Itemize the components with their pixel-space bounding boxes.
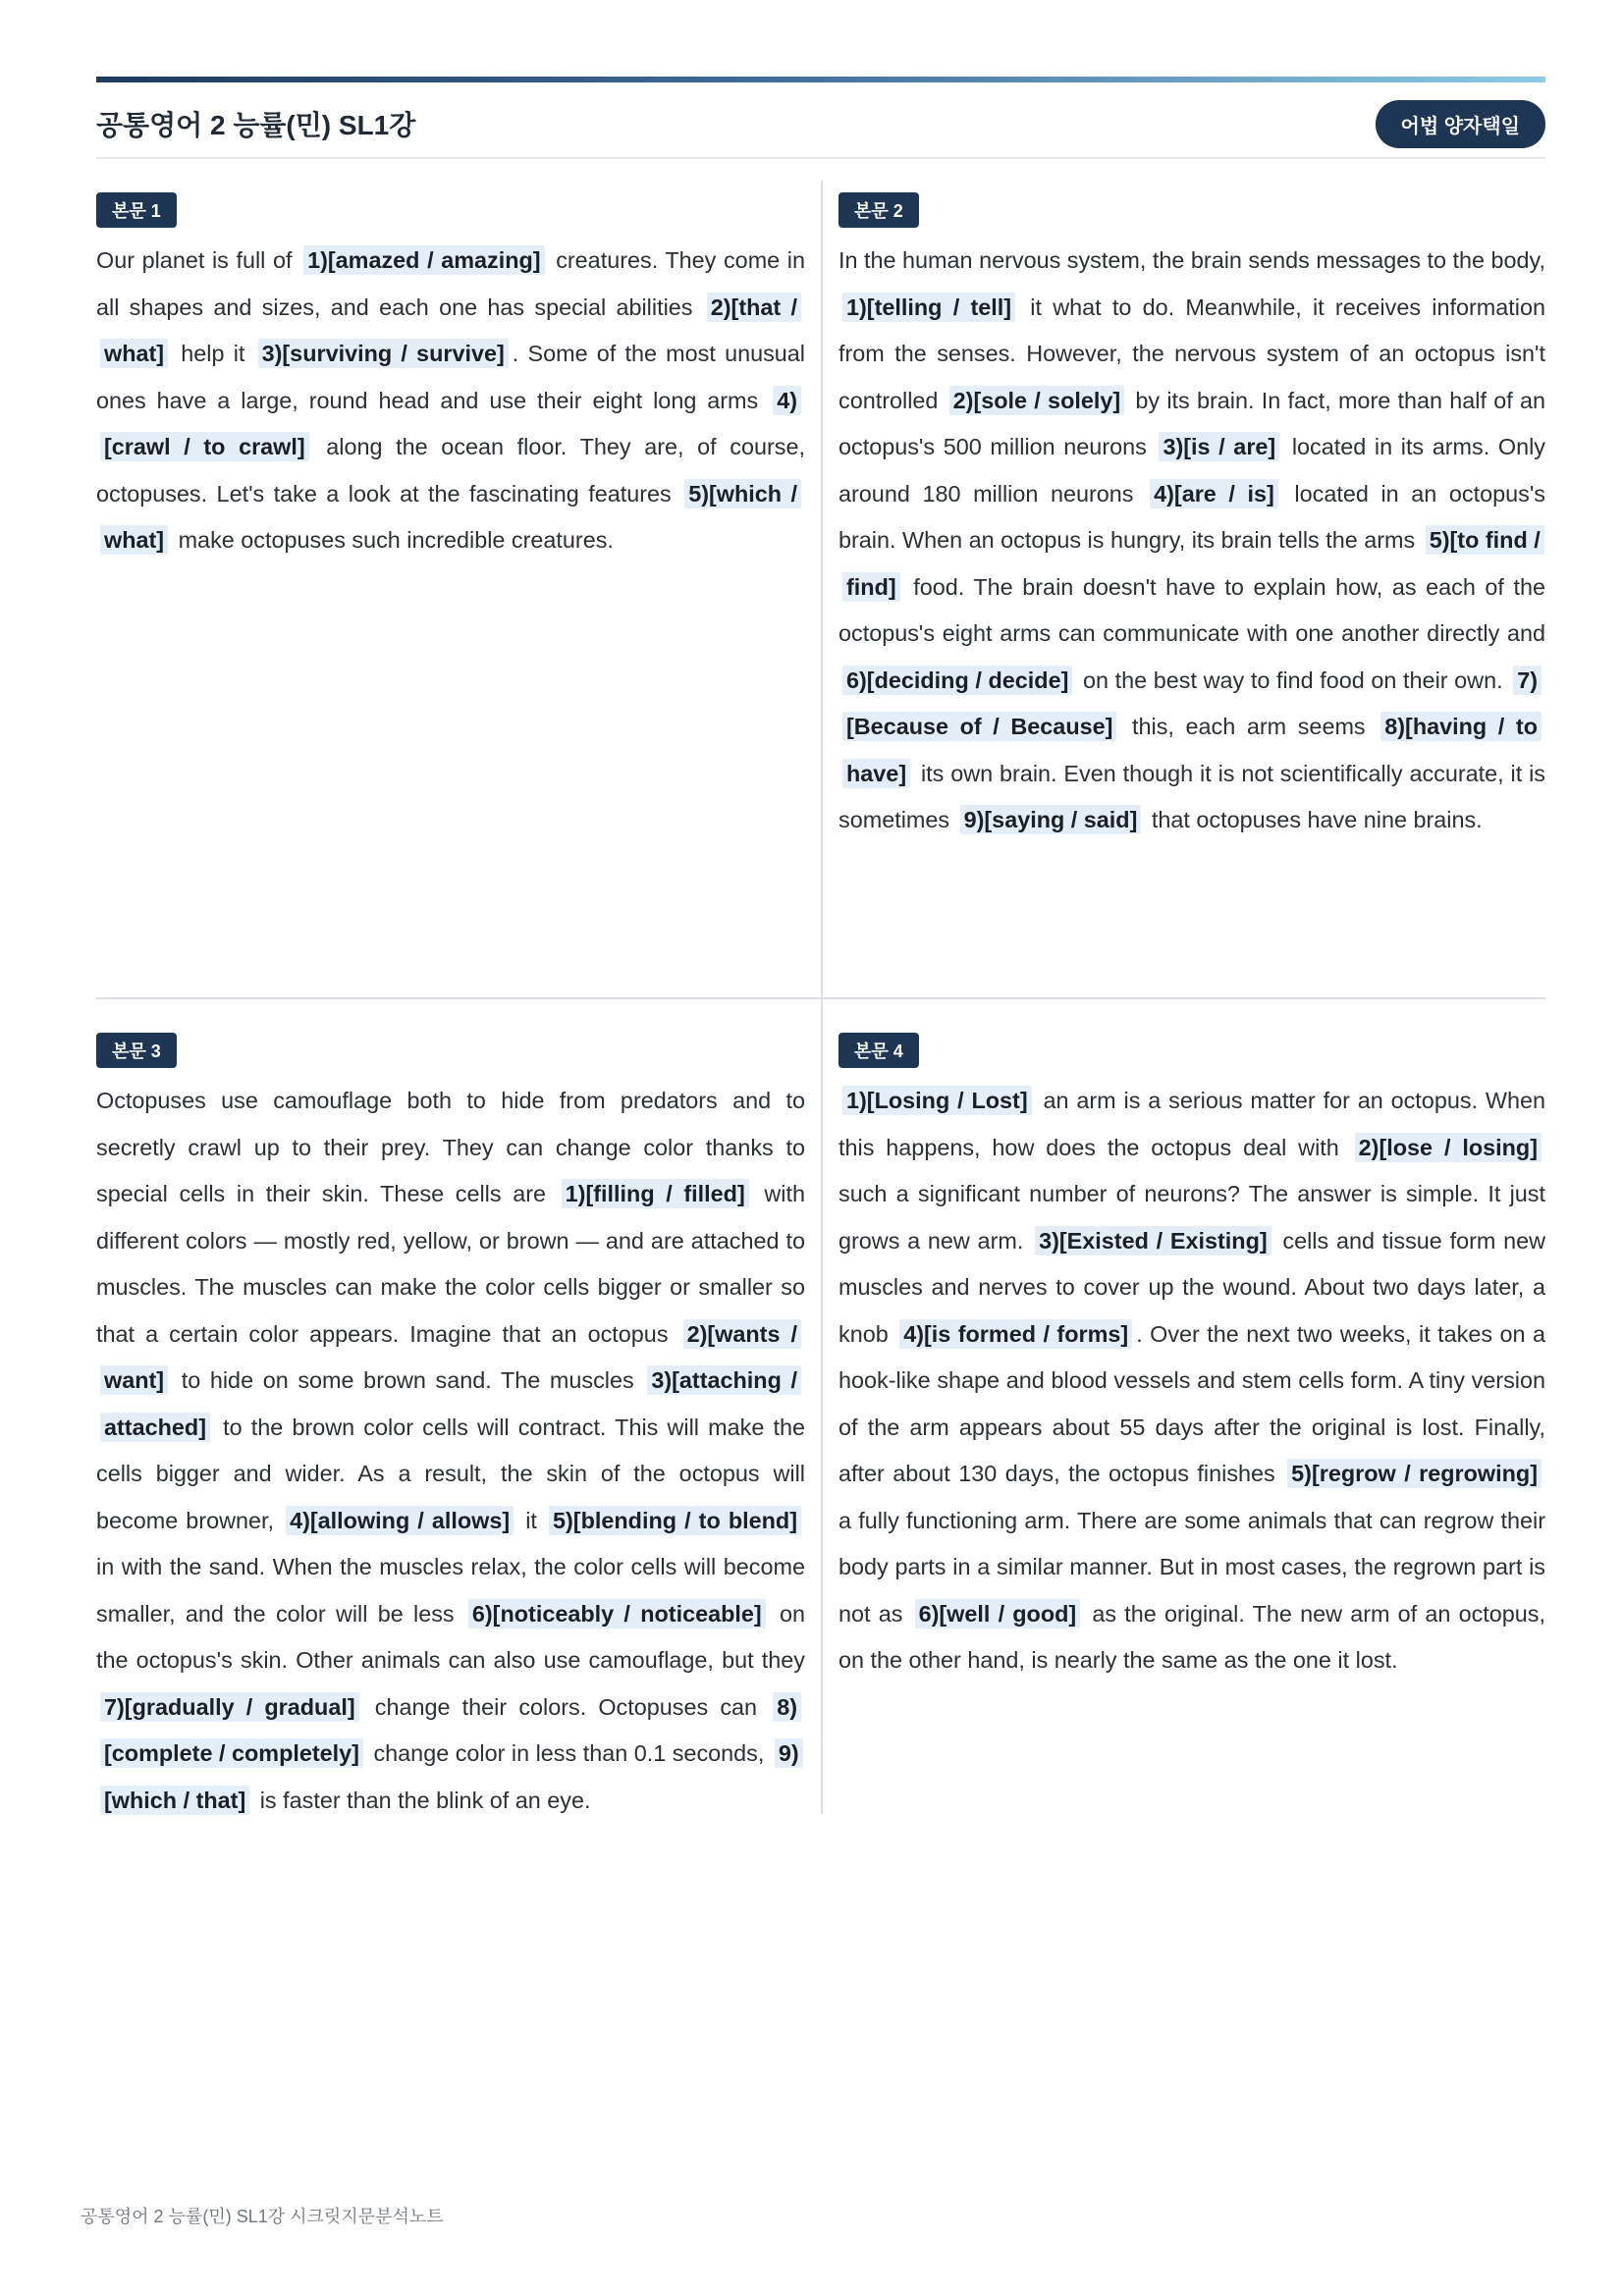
answer-choice: 7)[Because of / Because]	[842, 666, 1542, 742]
answer-choice: 2)[wants / want]	[100, 1319, 801, 1396]
passage-segment: Octopuses use camouflage both to hide from predators and to secretly crawl up to their prey. They can change color thanks to special cells in their skin. These cells are	[96, 1088, 805, 1206]
answer-choice: 1)[Losing / Lost]	[842, 1086, 1032, 1115]
answer-choice: 5)[regrow / regrowing]	[1287, 1459, 1542, 1488]
passage-segment: In the human nervous system, the brain sends messages to the body,	[839, 247, 1545, 273]
answer-choice: 3)[is / are]	[1159, 432, 1279, 461]
passage-2	[839, 192, 1545, 844]
passage-segment: change their colors. Octopuses can	[362, 1693, 770, 1720]
passage-segment: that octopuses have nine brains.	[1145, 807, 1483, 832]
column-divider-top	[821, 181, 823, 997]
passage-segment: to hide on some brown sand. The muscles	[172, 1367, 644, 1393]
passage-segment: Our planet is full of	[96, 247, 300, 273]
passage-segment: change color in less than 0.1 seconds,	[366, 1740, 771, 1766]
passage-badge: 본문 3	[96, 1033, 177, 1068]
answer-choice: 2)[sole / solely]	[949, 386, 1124, 415]
passage-segment: make octopuses such incredible creatures.	[172, 527, 614, 553]
column-divider-bottom	[821, 999, 823, 1814]
passage-segment: it what to do. Meanwhile, it receives information from the senses. However, the nervous system of an octopus isn't controlled	[839, 294, 1545, 413]
answer-choice: 3)[Existed / Existing]	[1035, 1226, 1271, 1255]
passage-segment: . Over the next two weeks, it takes on a hook-like shape and blood vessels and stem cells form. A tiny version of the arm appears about 55 days after the original is lost. Finally, after about 130 days, the octopus finishes	[839, 1320, 1545, 1486]
passage-1	[96, 192, 805, 564]
passage-segment: . Some of the most unusual ones have a large, round head and use their eight long arms	[96, 341, 805, 413]
answer-choice: 6)[well / good]	[915, 1599, 1081, 1629]
passage-badge: 본문 1	[96, 192, 177, 228]
answer-choice: 8)[complete / completely]	[100, 1692, 801, 1769]
worksheet-type-badge: 어법 양자택일	[1376, 100, 1545, 148]
passage-segment: in with the sand. When the muscles relax, the color cells will become smaller, and the color will be less	[96, 1554, 805, 1627]
answer-choice: 3)[attaching / attached]	[100, 1365, 801, 1442]
passage-4	[839, 1033, 1545, 1684]
passage-badge: 본문 2	[839, 192, 919, 228]
answer-choice: 5)[which / what]	[100, 479, 801, 556]
answer-choice: 4)[allowing / allows]	[286, 1506, 514, 1535]
page-header	[96, 94, 1545, 159]
passage-text	[839, 1078, 1545, 1684]
passage-segment: such a significant number of neurons? The answer is simple. It just grows a new arm.	[839, 1181, 1545, 1254]
answer-choice: 6)[noticeably / noticeable]	[468, 1599, 766, 1629]
passage-segment: by its brain. In fact, more than half of an octopus's 500 million neurons	[839, 387, 1545, 459]
passage-segment: cells and tissue form new muscles and nerves to cover up the wound. About two days later, a knob	[839, 1227, 1546, 1347]
answer-choice: 2)[lose / losing]	[1355, 1133, 1542, 1162]
passage-segment: it	[517, 1507, 545, 1533]
answer-choice: 2)[that / what]	[100, 293, 801, 369]
passage-text	[96, 1078, 805, 1824]
answer-choice: 4)[are / is]	[1150, 479, 1278, 508]
passage-segment: located in an octopus's brain. When an octopus is hungry, its brain tells the arms	[839, 480, 1545, 553]
passage-segment: this, each arm seems	[1120, 714, 1378, 739]
page-footer: 공통영어 2 능률(민) SL1강 시크릿지문분석노트	[81, 2207, 444, 2226]
passage-badge: 본문 4	[839, 1033, 919, 1068]
passage-segment: a fully functioning arm. There are some animals that can regrow their body parts in a similar manner. But in most cases, the regrown part is not as	[839, 1507, 1545, 1627]
answer-choice: 4)[crawl / to crawl]	[100, 386, 801, 462]
passage-segment: to the brown color cells will contract. This will make the cells bigger and wider. As a result, the skin of the octopus will become browner,	[96, 1414, 805, 1533]
answer-choice: 9)[which / that]	[100, 1738, 803, 1815]
passage-segment: as the original. The new arm of an octopus, on the other hand, is nearly the same as the one it lost.	[839, 1600, 1545, 1673]
passage-segment: its own brain. Even though it is not scientifically accurate, it is sometimes	[839, 760, 1545, 832]
passage-segment: an arm is a serious matter for an octopus. When this happens, how does the octopus deal with	[839, 1088, 1545, 1160]
passage-text	[96, 238, 805, 564]
answer-choice: 1)[amazed / amazing]	[303, 245, 545, 275]
answer-choice: 8)[having / to have]	[842, 712, 1542, 788]
passage-segment: creatures. They come in all shapes and sizes, and each one has special abilities	[96, 247, 805, 320]
answer-choice: 4)[is formed / forms]	[899, 1319, 1132, 1349]
page-title: 공통영어 2 능률(민) SL1강	[96, 110, 416, 140]
passage-segment: is faster than the blink of an eye.	[253, 1787, 591, 1813]
passage-segment: on the best way to find food on their own.	[1076, 667, 1510, 693]
passage-segment: on the octopus's skin. Other animals can also use camouflage, but they	[96, 1600, 805, 1673]
passage-segment: with different colors — mostly red, yellow, or brown — and are attached to muscles. The muscles can make the color cells bigger or smaller so that a certain color appears. Imagine that an octopus	[96, 1181, 805, 1347]
answer-choice: 6)[deciding / decide]	[842, 666, 1072, 695]
answer-choice: 5)[blending / to blend]	[549, 1506, 801, 1535]
answer-choice: 1)[filling / filled]	[562, 1179, 749, 1208]
passage-segment: help it	[172, 341, 254, 366]
top-accent-bar	[96, 77, 1545, 82]
answer-choice: 5)[to find / find]	[842, 525, 1544, 602]
answer-choice: 9)[saying / said]	[960, 805, 1142, 834]
passage-segment: located in its arms. Only around 180 million neurons	[839, 434, 1545, 507]
passage-3	[96, 1033, 805, 1824]
passage-segment: along the ocean floor. They are, of course, octopuses. Let's take a look at the fascinating features	[96, 434, 805, 507]
answer-choice: 1)[telling / tell]	[842, 293, 1015, 322]
answer-choice: 7)[gradually / gradual]	[100, 1692, 359, 1722]
passage-text	[839, 238, 1545, 844]
answer-choice: 3)[surviving / survive]	[258, 339, 509, 368]
passage-segment: food. The brain doesn't have to explain how, as each of the octopus's eight arms can communicate with one another directly and	[839, 573, 1545, 646]
